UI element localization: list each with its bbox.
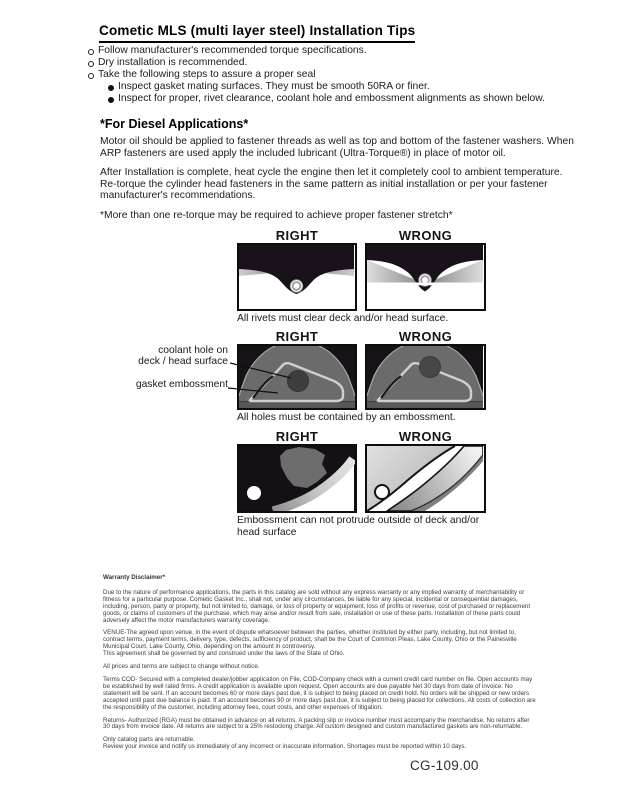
annotation-text: gasket embossment [135, 379, 228, 390]
disclaimer-paragraph: All prices and terms are subject to change without notice. [103, 663, 260, 671]
circle-bullet-icon [88, 49, 94, 55]
row1-right-label: RIGHT [275, 228, 319, 243]
annotation-pointer-lines [228, 352, 298, 397]
row3-caption: Embossment can not protrude outside of deck and/or head surface [237, 515, 480, 538]
embossment-right-diagram [237, 444, 357, 513]
circle-bullet-icon [88, 61, 94, 67]
embossment-wrong-diagram [365, 444, 486, 513]
list-item [88, 45, 568, 57]
row2-wrong-label: WRONG [398, 329, 453, 344]
embossment-wrong-illustration [367, 446, 483, 511]
retorque-note: *More than one re-torque may be required to achieve proper fastener stretch* [100, 209, 453, 221]
coolant-wrong-illustration [367, 346, 483, 408]
annotation-text: coolant hole on [158, 345, 228, 356]
coolant-hole-annotation [88, 345, 228, 368]
disclaimer-paragraph: This agreement shall be governed by and construed under the laws of the State of Ohio. [103, 650, 345, 658]
row2-caption: All holes must be contained by an embossment. [237, 412, 456, 423]
rivet-clearance-wrong-diagram [365, 243, 486, 311]
disclaimer-paragraph: Review your invoice and notify us immediately of any incorrect or inaccurate information. Shortages must be reported within 10 days. [103, 743, 467, 751]
warranty-disclaimer-section [103, 575, 536, 757]
page-title: Cometic MLS (multi layer steel) Installation Tips [99, 23, 415, 43]
row1-caption: All rivets must clear deck and/or head surface. [237, 313, 449, 324]
disclaimer-paragraph: Only catalog parts are returnable. [103, 736, 195, 744]
disclaimer-paragraph: VENUE-The agreed upon venue, in the event of dispute whatsoever between the parties, whether instituted by either party, including, but not limited to, contract terms, payment terms, delivery, type, defects, sufficiency of product, shall be the Court of Common Pleas, Lake County, Ohio or the Painesville Municipal Court, Lake County, Ohio, depending on the amount in controversy. [103, 629, 517, 651]
row3-right-label: RIGHT [275, 429, 319, 444]
row3-wrong-label: WRONG [398, 429, 453, 444]
tip-text: Dry installation is recommended. [98, 57, 248, 68]
row2-right-label: RIGHT [275, 329, 319, 344]
list-item [108, 93, 568, 105]
diesel-applications-section [100, 118, 578, 221]
section-heading: *For Diesel Applications* [100, 117, 249, 131]
page-code: CG-109.00 [410, 758, 479, 773]
row1-wrong-label: WRONG [398, 228, 453, 243]
tip-text: Inspect gasket mating surfaces. They must be smooth 50RA or finer. [118, 81, 430, 92]
list-item [88, 57, 568, 69]
embossment-right-illustration [239, 446, 355, 511]
annotation-text: deck / head surface [138, 356, 228, 368]
tip-text: Follow manufacturer's recommended torque specifications. [98, 45, 367, 56]
coolant-hole-wrong-diagram [365, 344, 486, 410]
dot-bullet-icon [108, 85, 114, 91]
disclaimer-paragraph: Due to the nature of performance applications, the parts in this catalog are sold without any express warranty or any implied warranty of merchantability or fitness for a particular purpose. Cometic Gasket Inc., shall not, under any circumstances, be liable for any special, incidental or consequential damages, including, person, party or property, but not limited to, damage, or loss of property or equipment, loss of profits or revenue, cost of purchased or replacement goods, or claims of customers of the purchase, which may arise and/or result from sale, installation or use of these parts. Installation of these parts could adversely affect the motor manufacturers warranty coverage. [103, 588, 531, 624]
list-item [108, 81, 568, 93]
paragraph: Motor oil should be applied to fastener threads as well as top and bottom of the fastener washers. When ARP fasteners are used apply the included lubricant (Ultra-Torque®) in place of motor oil. [100, 136, 574, 159]
tip-text: Inspect for proper, rivet clearance, coolant hole and embossment alignments as shown below. [118, 93, 545, 104]
paragraph: After Installation is complete, heat cycle the engine then let it completely cool to ambient temperature. Re-torque the cylinder head fasteners in the same pattern as initial installation or per your fastener manufacturer's recommendations. [100, 167, 563, 201]
rivet-wrong-illustration [367, 245, 483, 308]
circle-bullet-icon [88, 73, 94, 79]
disclaimer-paragraph: Terms COD- Secured with a completed dealer/jobber application on File, COD-Company check with a current credit card number on file. Open accounts may be established by well rated firms. A credit application is available upon request. Open accounts are due payable Net 30 days from date of invoice. No statement will be sent. If an account becomes 60 or more days past due, it is subject to being placed on credit hold. No orders will be shipped or new orders accepted until past due balance is paid. If an account becomes 90 or more days past due, it is subject to being placed for collections. All costs of collection are the responsibility of the customer, including attorney fees, court costs, and other expenses of litigation. [103, 675, 536, 711]
disclaimer-paragraph: Returns- Authorized (RGA) must be obtained in advance on all returns. A packing slip or invoice number must accompany the merchandise. No returns after 30 days from invoice date. All returns are subject to a 25% restocking charge. All custom designed and custom manufactured gaskets are non-returnable. [103, 716, 530, 731]
rivet-clearance-right-diagram [237, 243, 357, 311]
list-item [88, 69, 568, 81]
tip-text: Take the following steps to assure a proper seal [98, 69, 316, 80]
disclaimer-heading: Warranty Disclaimer* [103, 574, 166, 581]
dot-bullet-icon [108, 97, 114, 103]
gasket-embossment-annotation [88, 379, 228, 390]
installation-tips-list [88, 45, 568, 105]
rivet-right-illustration [239, 245, 354, 308]
